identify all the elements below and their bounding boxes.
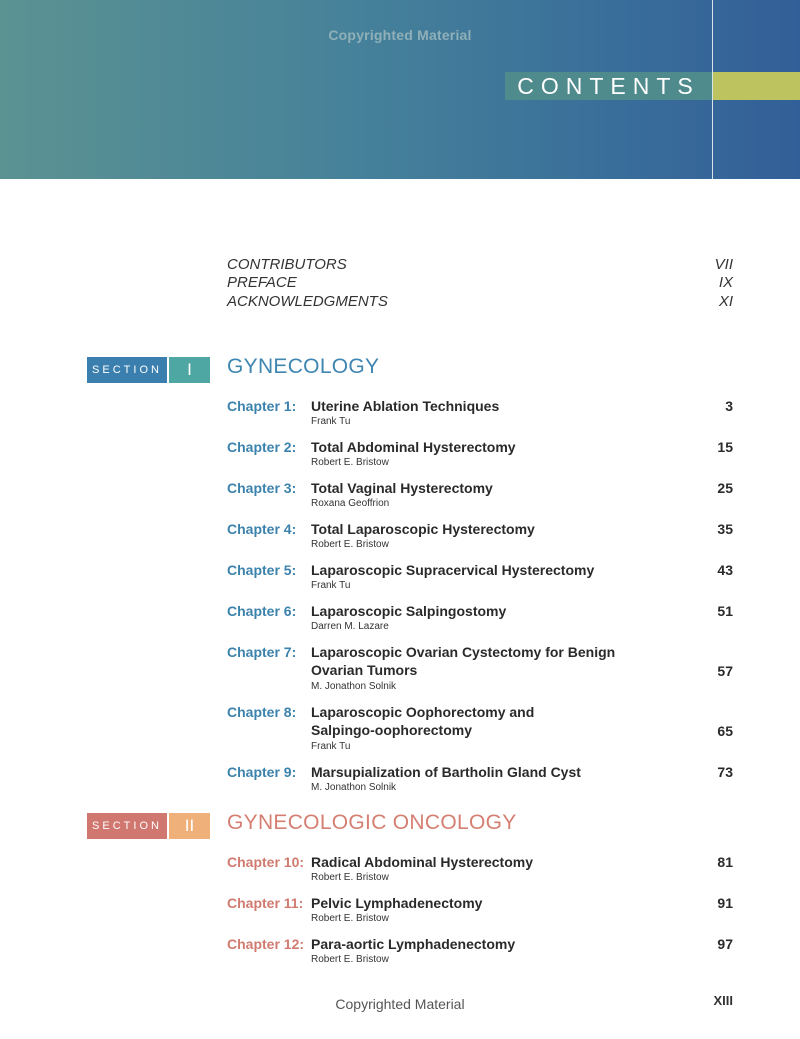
section-tag	[87, 357, 210, 383]
chapter-label: Chapter 6:	[227, 603, 297, 619]
section-title: GYNECOLOGY	[227, 355, 380, 378]
chapter-author: Robert E. Bristow	[311, 913, 389, 924]
chapter-author: Frank Tu	[311, 741, 351, 752]
chapter-author: M. Jonathon Solnik	[311, 782, 397, 793]
chapter-page: 91	[717, 895, 733, 911]
chapter-title: Pelvic Lymphadenectomy	[311, 895, 483, 911]
chapter-page: 35	[717, 521, 733, 537]
chapter-label: Chapter 7:	[227, 644, 297, 660]
section-label: SECTION	[87, 357, 167, 383]
page-title: CONTENTS	[505, 72, 712, 100]
front-matter-label: CONTRIBUTORS	[227, 256, 347, 273]
header-divider-line	[712, 0, 713, 179]
chapter-title: Uterine Ablation Techniques	[311, 398, 500, 414]
chapter-author: Frank Tu	[311, 416, 351, 427]
chapter-page: 43	[717, 562, 733, 578]
chapter-title: Laparoscopic Ovarian Cystectomy for Benign Ovarian Tumors	[311, 644, 616, 678]
chapter-author: Robert E. Bristow	[311, 872, 389, 883]
chapter-page: 57	[717, 663, 733, 679]
front-matter-item[interactable]	[227, 274, 733, 292]
chapter-page: 3	[725, 398, 733, 414]
chapter-page: 65	[717, 723, 733, 739]
watermark-top: Copyrighted Material	[328, 27, 472, 43]
chapter-author: M. Jonathon Solnik	[311, 681, 397, 692]
chapter-label: Chapter 3:	[227, 480, 297, 496]
section-tag	[87, 813, 210, 839]
chapter-label: Chapter 5:	[227, 562, 297, 578]
front-matter-label: ACKNOWLEDGMENTS	[227, 293, 388, 310]
chapter-title: Marsupialization of Bartholin Gland Cyst	[311, 764, 581, 780]
chapter-label: Chapter 12:	[227, 936, 305, 952]
front-matter-item[interactable]	[227, 256, 733, 274]
chapter-author: Robert E. Bristow	[311, 539, 389, 550]
section-label: SECTION	[87, 813, 167, 839]
chapter-page: 73	[717, 764, 733, 780]
front-matter-item[interactable]	[227, 293, 733, 311]
chapter-label: Chapter 9:	[227, 764, 297, 780]
page-number: XIII	[713, 993, 733, 1008]
chapter-author: Frank Tu	[311, 580, 351, 591]
chapter-author: Robert E. Bristow	[311, 954, 389, 965]
section-numeral: I	[169, 357, 210, 383]
front-matter-page: VII	[714, 256, 733, 273]
chapter-author: Robert E. Bristow	[311, 457, 389, 468]
section-numeral: II	[169, 813, 210, 839]
front-matter-page: XI	[718, 293, 733, 310]
chapter-title: Total Vaginal Hysterectomy	[311, 480, 493, 496]
chapter-label: Chapter 1:	[227, 398, 297, 414]
chapter-title: Laparoscopic Supracervical Hysterectomy	[311, 562, 595, 578]
chapter-label: Chapter 4:	[227, 521, 297, 537]
chapter-label: Chapter 2:	[227, 439, 297, 455]
chapter-title: Radical Abdominal Hysterectomy	[311, 854, 533, 870]
chapter-label: Chapter 11:	[227, 895, 304, 911]
watermark-bottom: Copyrighted Material	[335, 996, 465, 1012]
chapter-label: Chapter 10:	[227, 854, 305, 870]
chapter-author: Roxana Geoffrion	[311, 498, 390, 509]
chapter-title: Total Laparoscopic Hysterectomy	[311, 521, 535, 537]
front-matter-page: IX	[718, 274, 733, 291]
chapter-title: Laparoscopic Salpingostomy	[311, 603, 507, 619]
section-title: GYNECOLOGIC ONCOLOGY	[227, 811, 517, 834]
title-accent-bar	[713, 72, 800, 100]
chapter-label: Chapter 8:	[227, 704, 297, 720]
chapter-title: Laparoscopic Oophorectomy and Salpingo-oophorectomy	[311, 704, 535, 738]
chapter-page: 25	[717, 480, 733, 496]
front-matter-label: PREFACE	[227, 274, 297, 291]
chapter-page: 51	[717, 603, 733, 619]
chapter-title: Para-aortic Lymphadenectomy	[311, 936, 516, 952]
header-band	[0, 0, 800, 179]
chapter-page: 97	[717, 936, 733, 952]
chapter-title: Total Abdominal Hysterectomy	[311, 439, 516, 455]
chapter-page: 15	[717, 439, 733, 455]
chapter-page: 81	[717, 854, 733, 870]
chapter-author: Darren M. Lazare	[311, 621, 389, 632]
